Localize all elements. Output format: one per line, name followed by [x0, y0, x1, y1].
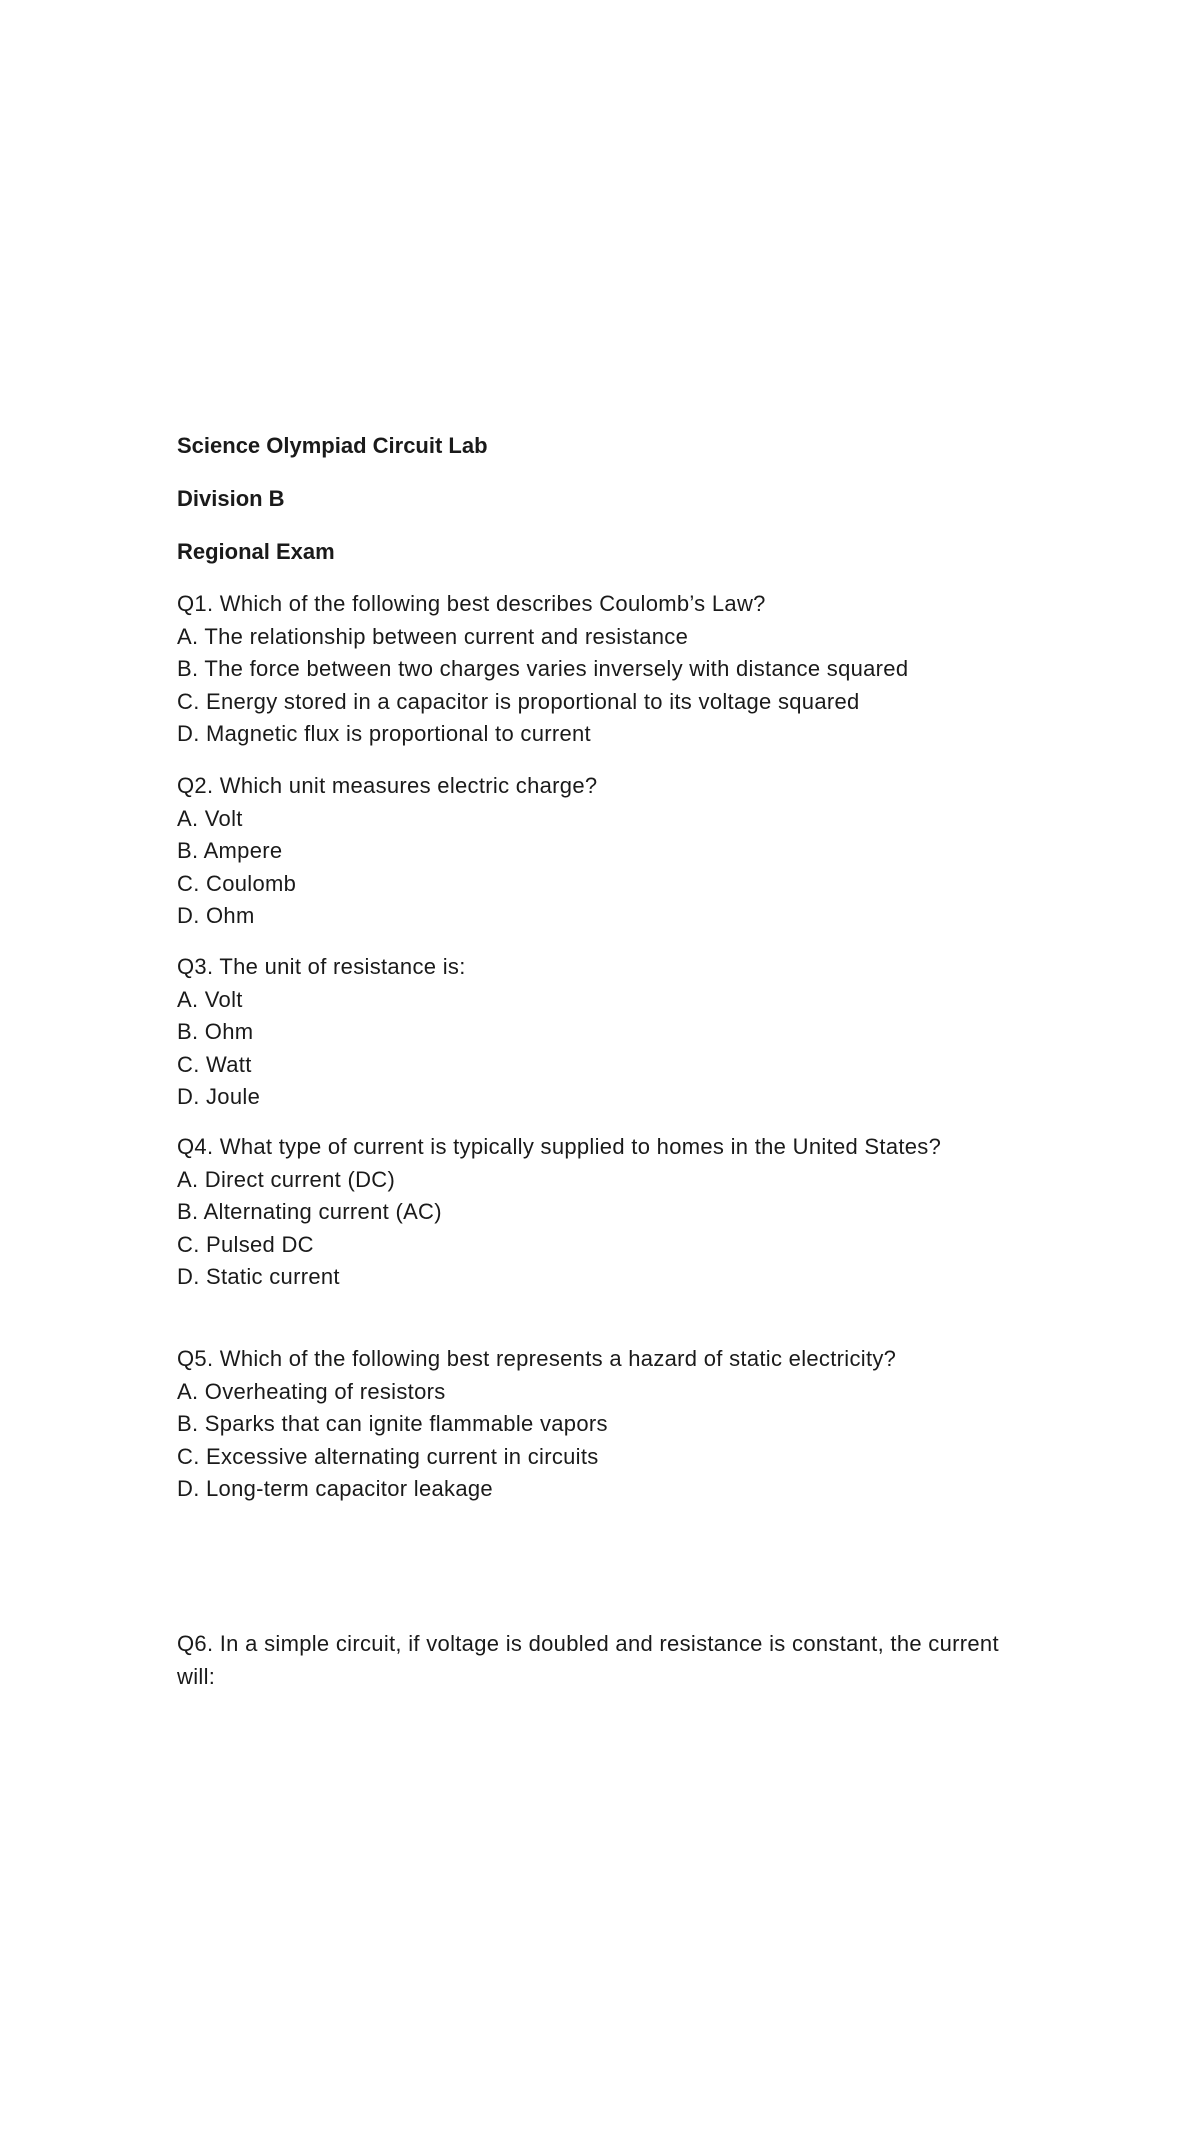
answer-option: B. Sparks that can ignite flammable vapors [177, 1411, 608, 1436]
answer-option: C. Excessive alternating current in circuits [177, 1443, 599, 1469]
division-label: Division B [177, 486, 285, 511]
question-text: Q5. Which of the following best represents a hazard of static electricity? [177, 1346, 897, 1371]
answer-option: B. Alternating current (AC) [177, 1199, 442, 1224]
answer-option: D. Magnetic flux is proportional to current [177, 721, 591, 746]
question-2 [177, 770, 1037, 933]
answer-option: C. Pulsed DC [177, 1231, 314, 1257]
question-text: Q6. In a simple circuit, if voltage is doubled and resistance is constant, the current will: [177, 1631, 999, 1689]
question-text: Q4. What type of current is typically supplied to homes in the United States? [177, 1134, 942, 1159]
answer-option: D. Ohm [177, 903, 255, 928]
answer-option: C. Coulomb [177, 870, 297, 896]
answer-option: B. Ampere [177, 838, 283, 863]
question-6 [177, 1628, 1037, 1693]
answer-option: C. Energy stored in a capacitor is proportional to its voltage squared [177, 688, 860, 714]
answer-option: D. Static current [177, 1264, 340, 1289]
answer-option: D. Long-term capacitor leakage [177, 1476, 493, 1501]
answer-option: B. The force between two charges varies inversely with distance squared [177, 656, 909, 681]
question-text: Q1. Which of the following best describes Coulomb’s Law? [177, 591, 766, 616]
answer-option: A. Direct current (DC) [177, 1166, 396, 1192]
question-3 [177, 951, 1037, 1114]
answer-option: A. Volt [177, 986, 243, 1012]
exam-label: Regional Exam [177, 539, 335, 564]
answer-option: C. Watt [177, 1051, 252, 1077]
answer-option: A. Overheating of resistors [177, 1378, 446, 1404]
question-text: Q2. Which unit measures electric charge? [177, 773, 598, 798]
answer-option: B. Ohm [177, 1019, 254, 1044]
answer-option: A. Volt [177, 805, 243, 831]
answer-option: A. The relationship between current and resistance [177, 623, 689, 649]
question-text: Q3. The unit of resistance is: [177, 954, 466, 979]
answer-option: D. Joule [177, 1084, 261, 1109]
question-4 [177, 1131, 977, 1294]
question-5 [177, 1343, 1037, 1506]
document-title: Science Olympiad Circuit Lab [177, 433, 488, 458]
question-1 [177, 588, 1037, 751]
